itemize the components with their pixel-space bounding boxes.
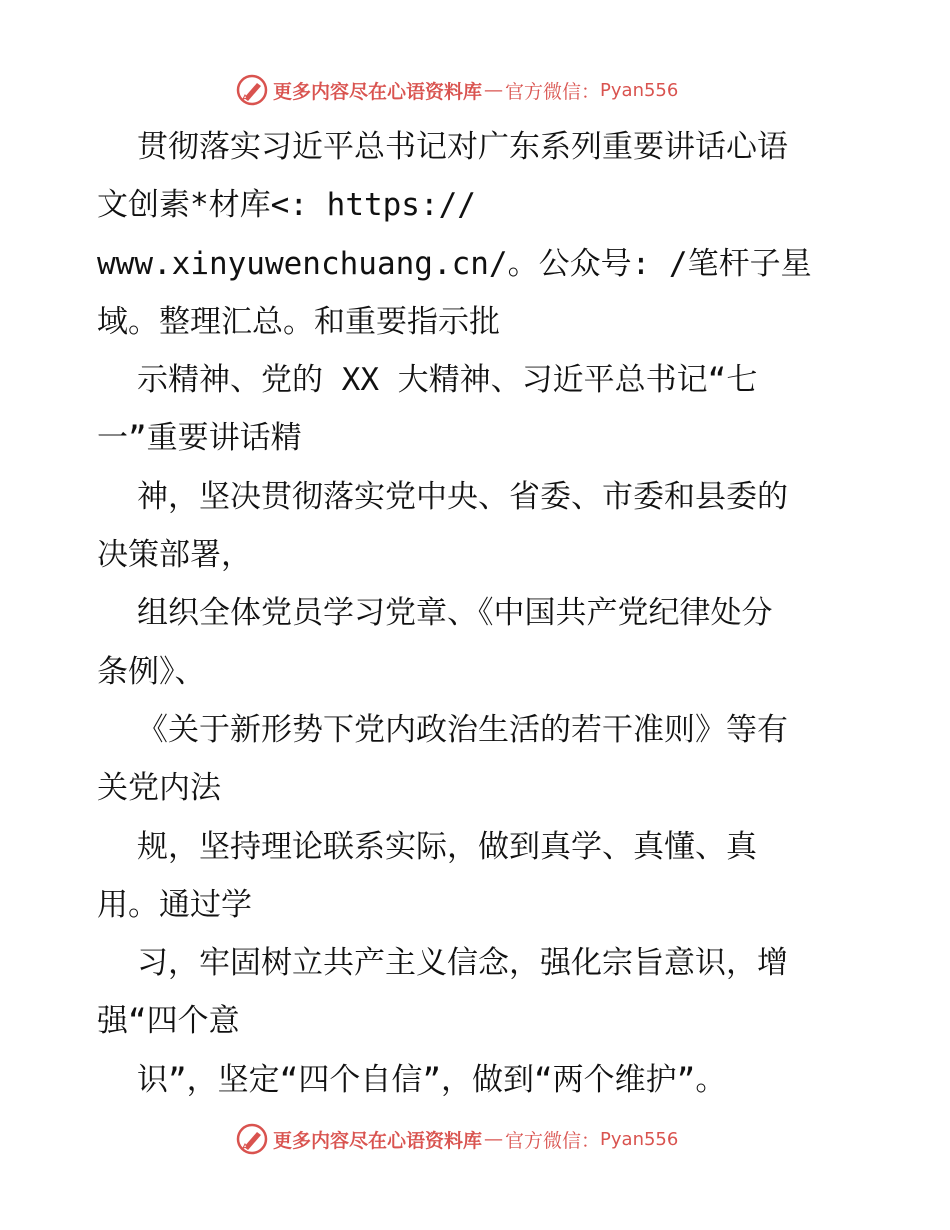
- body-line: 识”，坚定“四个自信”，做到“两个维护”。: [137, 1061, 727, 1098]
- body-line: 域。整理汇总。和重要指示批: [97, 303, 500, 340]
- body-line: 强“四个意: [97, 1003, 240, 1040]
- body-line: 文创素*材库<: https://: [97, 187, 476, 224]
- header-banner-main: 更多内容尽在心语资料库: [273, 80, 483, 103]
- footer-banner: [235, 1121, 678, 1157]
- footer-banner-main: 更多内容尽在心语资料库: [273, 1129, 483, 1152]
- body-line: 组织全体党员学习党章、《中国共产党纪律处分: [137, 595, 773, 632]
- footer-banner-separator: —: [484, 1128, 504, 1150]
- header-banner: [235, 72, 678, 108]
- body-line: 习，牢固树立共产主义信念，强化宗旨意识，增: [137, 945, 788, 982]
- body-line: 一”重要讲话精: [97, 420, 302, 457]
- header-banner-separator: —: [484, 79, 504, 101]
- header-banner-wechat-label: 官方微信：: [505, 80, 601, 103]
- body-line: 示精神、党的 XX 大精神、习近平总书记“七: [137, 362, 758, 399]
- footer-banner-wechat-label: 官方微信：: [505, 1129, 601, 1152]
- body-line: 用。通过学: [97, 886, 252, 923]
- body-line: 《关于新形势下党内政治生活的若干准则》等有: [137, 711, 788, 748]
- body-line: www.xinyuwenchuang.cn/。公众号: /笔杆子星: [97, 245, 812, 282]
- body-line: 条例》、: [97, 653, 206, 690]
- body-line: 神，坚决贯彻落实党中央、省委、市委和县委的: [137, 478, 788, 515]
- footer-banner-wechat-id: Pyan556: [600, 1128, 679, 1150]
- body-line: 规，坚持理论联系实际，做到真学、真懂、真: [137, 828, 757, 865]
- body-line: 决策部署，: [97, 537, 252, 574]
- pen-logo-icon: [235, 73, 269, 107]
- body-line: 贯彻落实习近平总书记对广东系列重要讲话心语: [137, 129, 788, 165]
- body-text: [97, 118, 857, 1109]
- header-banner-wechat-id: Pyan556: [600, 79, 679, 101]
- body-line: 关党内法: [97, 770, 221, 807]
- pen-logo-icon: [235, 1122, 269, 1156]
